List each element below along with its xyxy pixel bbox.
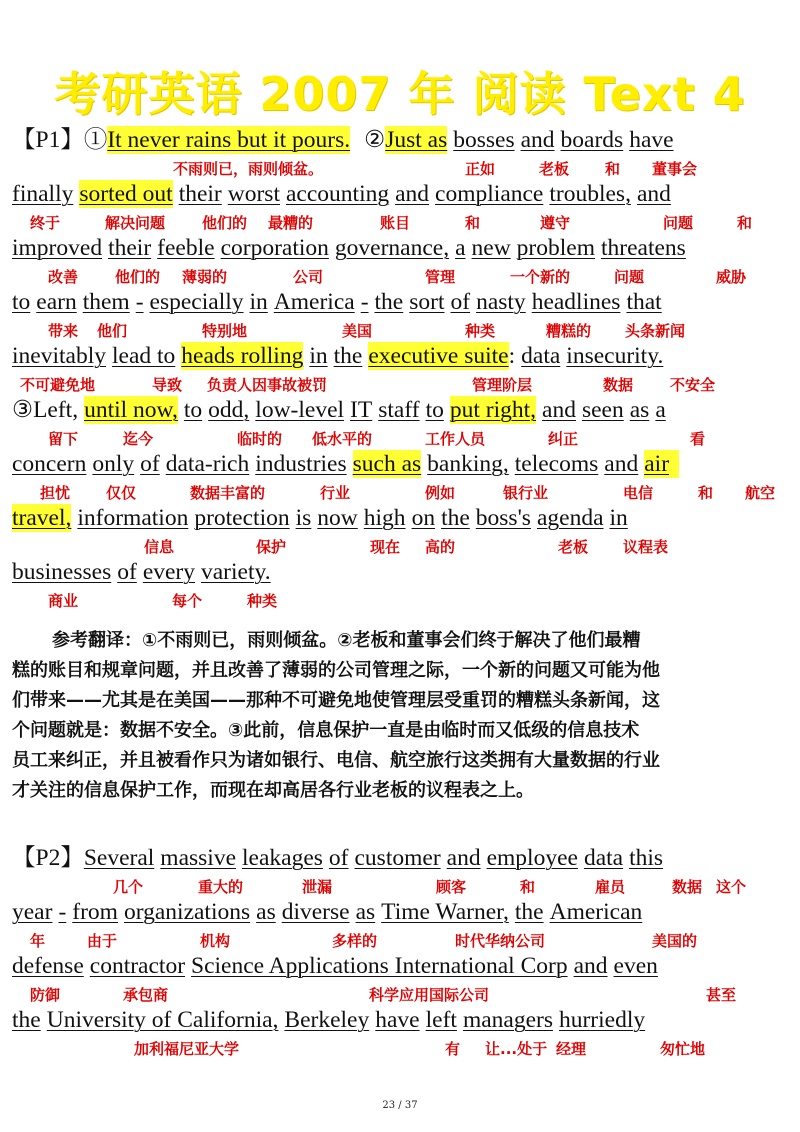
translation: 美国的 [652, 932, 698, 950]
translation: 他们 [97, 322, 128, 340]
p1-translation-3 [0, 268, 800, 286]
translation: 现在 [370, 538, 401, 556]
word: high [363, 505, 406, 531]
paragraph-marker: 【P1】① [12, 127, 108, 153]
word: threatens [601, 235, 686, 261]
word: the [514, 899, 544, 925]
word: to [183, 397, 203, 423]
word: in [249, 289, 268, 315]
translation: 种类 [247, 592, 278, 610]
word: as [355, 899, 376, 925]
word: of [117, 559, 137, 585]
word: that [626, 289, 662, 315]
translation: 导致 [152, 376, 183, 394]
translation: 担忧 [40, 484, 71, 502]
word: industries [255, 451, 347, 477]
word: Just as [385, 127, 448, 153]
translation: 和 [605, 160, 621, 178]
translation: 和 [698, 484, 714, 502]
word: It never rains but it pours. [107, 127, 351, 153]
word: such as [352, 451, 422, 477]
translation: 解决问题 [105, 214, 166, 232]
word: worst [227, 181, 280, 207]
translation: 年 [30, 932, 46, 950]
translation: 一个新的 [510, 268, 571, 286]
word: diverse [281, 899, 350, 925]
p2-line-4 [12, 1006, 792, 1034]
p1-line-5 [12, 342, 792, 370]
translation: 承包商 [123, 986, 169, 1004]
word: even [613, 953, 658, 979]
word: massive [160, 845, 237, 871]
p1-translation-6 [0, 430, 800, 448]
word: as [256, 899, 276, 925]
translation: 高的 [425, 538, 456, 556]
paragraph-marker: 【P2】 [12, 845, 84, 871]
word: insecurity. [566, 343, 664, 369]
word: staff [378, 397, 420, 423]
p1-line-3 [12, 234, 792, 262]
p1-line-2 [12, 180, 792, 208]
word: heads rolling [181, 343, 304, 369]
translation: 匆忙地 [660, 1040, 706, 1058]
translation: 种类 [465, 322, 496, 340]
translation: 头条新闻 [625, 322, 686, 340]
p2-translation-4 [0, 1040, 800, 1058]
word: the [333, 343, 363, 369]
translation: 顾客 [436, 878, 467, 896]
translation: 和 [465, 214, 481, 232]
p2-translation-2 [0, 932, 800, 950]
word: inevitably [12, 343, 106, 369]
word: especially [149, 289, 244, 315]
translation: 董事会 [652, 160, 698, 178]
translation: 带来 [48, 322, 79, 340]
translation: 时代华纳公司 [455, 932, 546, 950]
translation: 科学应用国际公司 [369, 986, 490, 1004]
word: Berkeley [284, 1007, 370, 1033]
translation: 有 [445, 1040, 461, 1058]
word: telecoms [514, 451, 599, 477]
reference-line: 糕的账目和规章问题，并且改善了薄弱的公司管理之际，一个新的问题又可能为他 [12, 660, 660, 681]
reference-line: 个问题就是：数据不安全。③此前，信息保护一直是由临时而又低级的信息技术 [12, 720, 640, 741]
translation: 每个 [172, 592, 203, 610]
translation: 低水平的 [312, 430, 373, 448]
translation: 老板 [539, 160, 570, 178]
translation: 泄漏 [302, 878, 333, 896]
word: America [273, 289, 355, 315]
word: and [636, 181, 671, 207]
reference-line: 才关注的信息保护工作，而现在却高居各行业老板的议程表之上。 [12, 780, 534, 801]
reference-line: 员工来纠正，并且被看作只为诸如银行、电信、航空旅行这类拥有大量数据的行业 [12, 750, 660, 771]
word: organizations [123, 899, 251, 925]
translation: 甚至 [706, 986, 737, 1004]
word: a [455, 235, 466, 261]
translation: 这个 [716, 878, 747, 896]
translation: 迄今 [123, 430, 154, 448]
translation: 信息 [144, 538, 175, 556]
translation: 公司 [293, 268, 324, 286]
word: lead to [111, 343, 176, 369]
word: concern [12, 451, 87, 477]
translation: 临时的 [237, 430, 283, 448]
word: feeble [157, 235, 215, 261]
translation: 经理 [556, 1040, 587, 1058]
word: data [521, 343, 561, 369]
word: executive suite [368, 343, 509, 369]
word: the [374, 289, 404, 315]
translation: 电信 [623, 484, 654, 502]
translation: 数据 [603, 376, 634, 394]
word: them [82, 289, 130, 315]
word: improved [12, 235, 103, 261]
word: Science Applications International Corp [191, 953, 568, 979]
p1-translation-9 [0, 592, 800, 610]
p1-translation-8 [0, 538, 800, 556]
p1-line-4 [12, 288, 792, 316]
reference-line: 参考翻译：①不雨则已，雨则倾盆。②老板和董事会们终于解决了他们最糟 [52, 630, 641, 651]
translation: 工作人员 [425, 430, 486, 448]
translation: 不可避免地 [20, 376, 96, 394]
word: defense [12, 953, 84, 979]
word: - [360, 289, 369, 315]
page-title: 考研英语 2007 年 阅读 Text 4 [54, 67, 746, 121]
word: University of California, [46, 1007, 279, 1033]
translation: 账目 [380, 214, 411, 232]
word: as [629, 397, 650, 423]
word: ③Left, [12, 397, 79, 423]
translation: 改善 [48, 268, 79, 286]
word: managers [462, 1007, 553, 1033]
translation: 管理阶层 [472, 376, 533, 394]
translation: 加利福尼亚大学 [134, 1040, 240, 1058]
translation: 由于 [87, 932, 118, 950]
p2-line-3 [12, 952, 792, 980]
translation: 商业 [48, 592, 79, 610]
word: on [411, 505, 436, 531]
word: of [328, 845, 349, 871]
word: and [520, 127, 555, 153]
p1-line-1 [12, 126, 792, 154]
translation: 数据丰富的 [190, 484, 266, 502]
translation: 不安全 [670, 376, 716, 394]
word: boards [560, 127, 624, 153]
p1-translation-1 [0, 160, 800, 178]
p1-translation-2 [0, 214, 800, 232]
p1-line-8 [12, 504, 792, 532]
translation: 糟糕的 [546, 322, 592, 340]
translation: 几个 [113, 878, 144, 896]
p2-translation-3 [0, 986, 800, 1004]
word: in [609, 505, 628, 531]
word: of [140, 451, 160, 477]
translation: 例如 [425, 484, 456, 502]
word: a [655, 397, 666, 423]
word: Time Warner, [381, 899, 509, 925]
word: left [425, 1007, 457, 1033]
sentence-number: ② [364, 127, 386, 153]
translation: 仅仅 [106, 484, 137, 502]
word: air [644, 450, 679, 478]
word: from [72, 899, 118, 925]
translation: 重大的 [198, 878, 244, 896]
translation: 负责人因事故被罚 [207, 376, 328, 394]
word: problem [516, 235, 595, 261]
word: to [12, 289, 31, 315]
page-number: 23 / 37 [382, 1100, 418, 1111]
reference-line: 们带来——尤其是在美国——那种不可避免地使管理层受重罚的糟糕头条新闻，这 [12, 690, 660, 711]
word: compliance [435, 181, 544, 207]
translation: 管理 [425, 268, 456, 286]
word: Several [83, 845, 155, 871]
word: troubles, [549, 181, 631, 207]
word: headlines [531, 289, 621, 315]
translation: 问题 [663, 214, 694, 232]
word: bosses [453, 127, 515, 153]
p1-line-6 [12, 396, 792, 424]
translation: 特别地 [202, 322, 248, 340]
translation: 他们的 [202, 214, 248, 232]
translation: 让...处于 [485, 1040, 548, 1058]
reference-translation [12, 626, 788, 806]
word: - [135, 289, 144, 315]
translation: 纠正 [548, 430, 579, 448]
translation: 银行业 [503, 484, 549, 502]
word: data [583, 845, 624, 871]
word: and [446, 845, 481, 871]
p1-line-7 [12, 450, 792, 478]
word: finally [12, 181, 74, 207]
word: now [317, 505, 358, 531]
word: leakages [242, 845, 323, 871]
word: in [309, 343, 328, 369]
word: is [295, 505, 312, 531]
p1-translation-4 [0, 322, 800, 340]
translation: 和 [520, 878, 536, 896]
word: the [441, 505, 470, 531]
word: contractor [89, 953, 186, 979]
word: of [450, 289, 471, 315]
word: have [629, 127, 674, 153]
translation: 防御 [30, 986, 61, 1004]
word: the [12, 1007, 41, 1033]
translation: 数据 [672, 878, 703, 896]
translation: 遵守 [540, 214, 571, 232]
translation: 正如 [465, 160, 496, 178]
translation: 行业 [320, 484, 351, 502]
translation: 问题 [614, 268, 645, 286]
p2-line-1 [12, 844, 792, 872]
p1-translation-5 [0, 376, 800, 394]
word: businesses [12, 559, 112, 585]
word: accounting [286, 181, 390, 207]
word: agenda [536, 505, 604, 531]
word: sort [409, 289, 445, 315]
translation: 美国 [342, 322, 373, 340]
translation: 老板 [558, 538, 589, 556]
word: information [77, 505, 189, 531]
p1-line-9 [12, 558, 792, 586]
word: travel, [12, 505, 72, 531]
word: seen [581, 397, 624, 423]
word: new [471, 235, 511, 261]
word: and [573, 953, 608, 979]
word: variety. [201, 559, 271, 585]
translation: 多样的 [332, 932, 378, 950]
translation: 和 [737, 214, 753, 232]
word: their [108, 235, 152, 261]
translation: 留下 [48, 430, 79, 448]
translation: 航空 [745, 484, 776, 502]
word: and [542, 397, 576, 423]
word: put right, [449, 397, 537, 423]
word: data-rich [165, 451, 250, 477]
word: governance, [334, 235, 450, 261]
word: and [604, 451, 639, 477]
translation: 威胁 [716, 268, 747, 286]
word: low-level [255, 397, 345, 423]
word: every [142, 559, 195, 585]
word: corporation [220, 235, 329, 261]
translation: 他们的 [115, 268, 161, 286]
word: customer [354, 845, 441, 871]
word: this [629, 845, 664, 871]
word: until now, [84, 397, 178, 423]
word: American [549, 899, 643, 925]
translation: 看 [690, 430, 706, 448]
word: earn [36, 289, 77, 315]
word: - [58, 899, 67, 925]
word: banking, [427, 451, 509, 477]
p2-line-2 [12, 898, 792, 926]
word: nasty [476, 289, 526, 315]
translation: 不雨则已，雨则倾盆。 [173, 160, 324, 178]
translation: 保护 [256, 538, 287, 556]
word: and [395, 181, 430, 207]
word: year [12, 899, 53, 925]
word: their [178, 181, 222, 207]
word: only [92, 451, 135, 477]
translation: 薄弱的 [182, 268, 228, 286]
word: : [508, 343, 516, 369]
word: to [425, 397, 444, 423]
word: protection [194, 505, 290, 531]
translation: 终于 [30, 214, 61, 232]
word: boss's [475, 505, 531, 531]
translation: 雇员 [595, 878, 626, 896]
word: hurriedly [558, 1007, 646, 1033]
p2-translation-1 [0, 878, 800, 896]
translation: 机构 [200, 932, 231, 950]
p1-translation-7 [0, 484, 800, 502]
word: have [375, 1007, 420, 1033]
word: employee [486, 845, 578, 871]
translation: 最糟的 [268, 214, 314, 232]
translation: 议程表 [623, 538, 669, 556]
word: sorted out [79, 181, 173, 207]
word: odd, [208, 397, 250, 423]
word: IT [350, 397, 373, 423]
